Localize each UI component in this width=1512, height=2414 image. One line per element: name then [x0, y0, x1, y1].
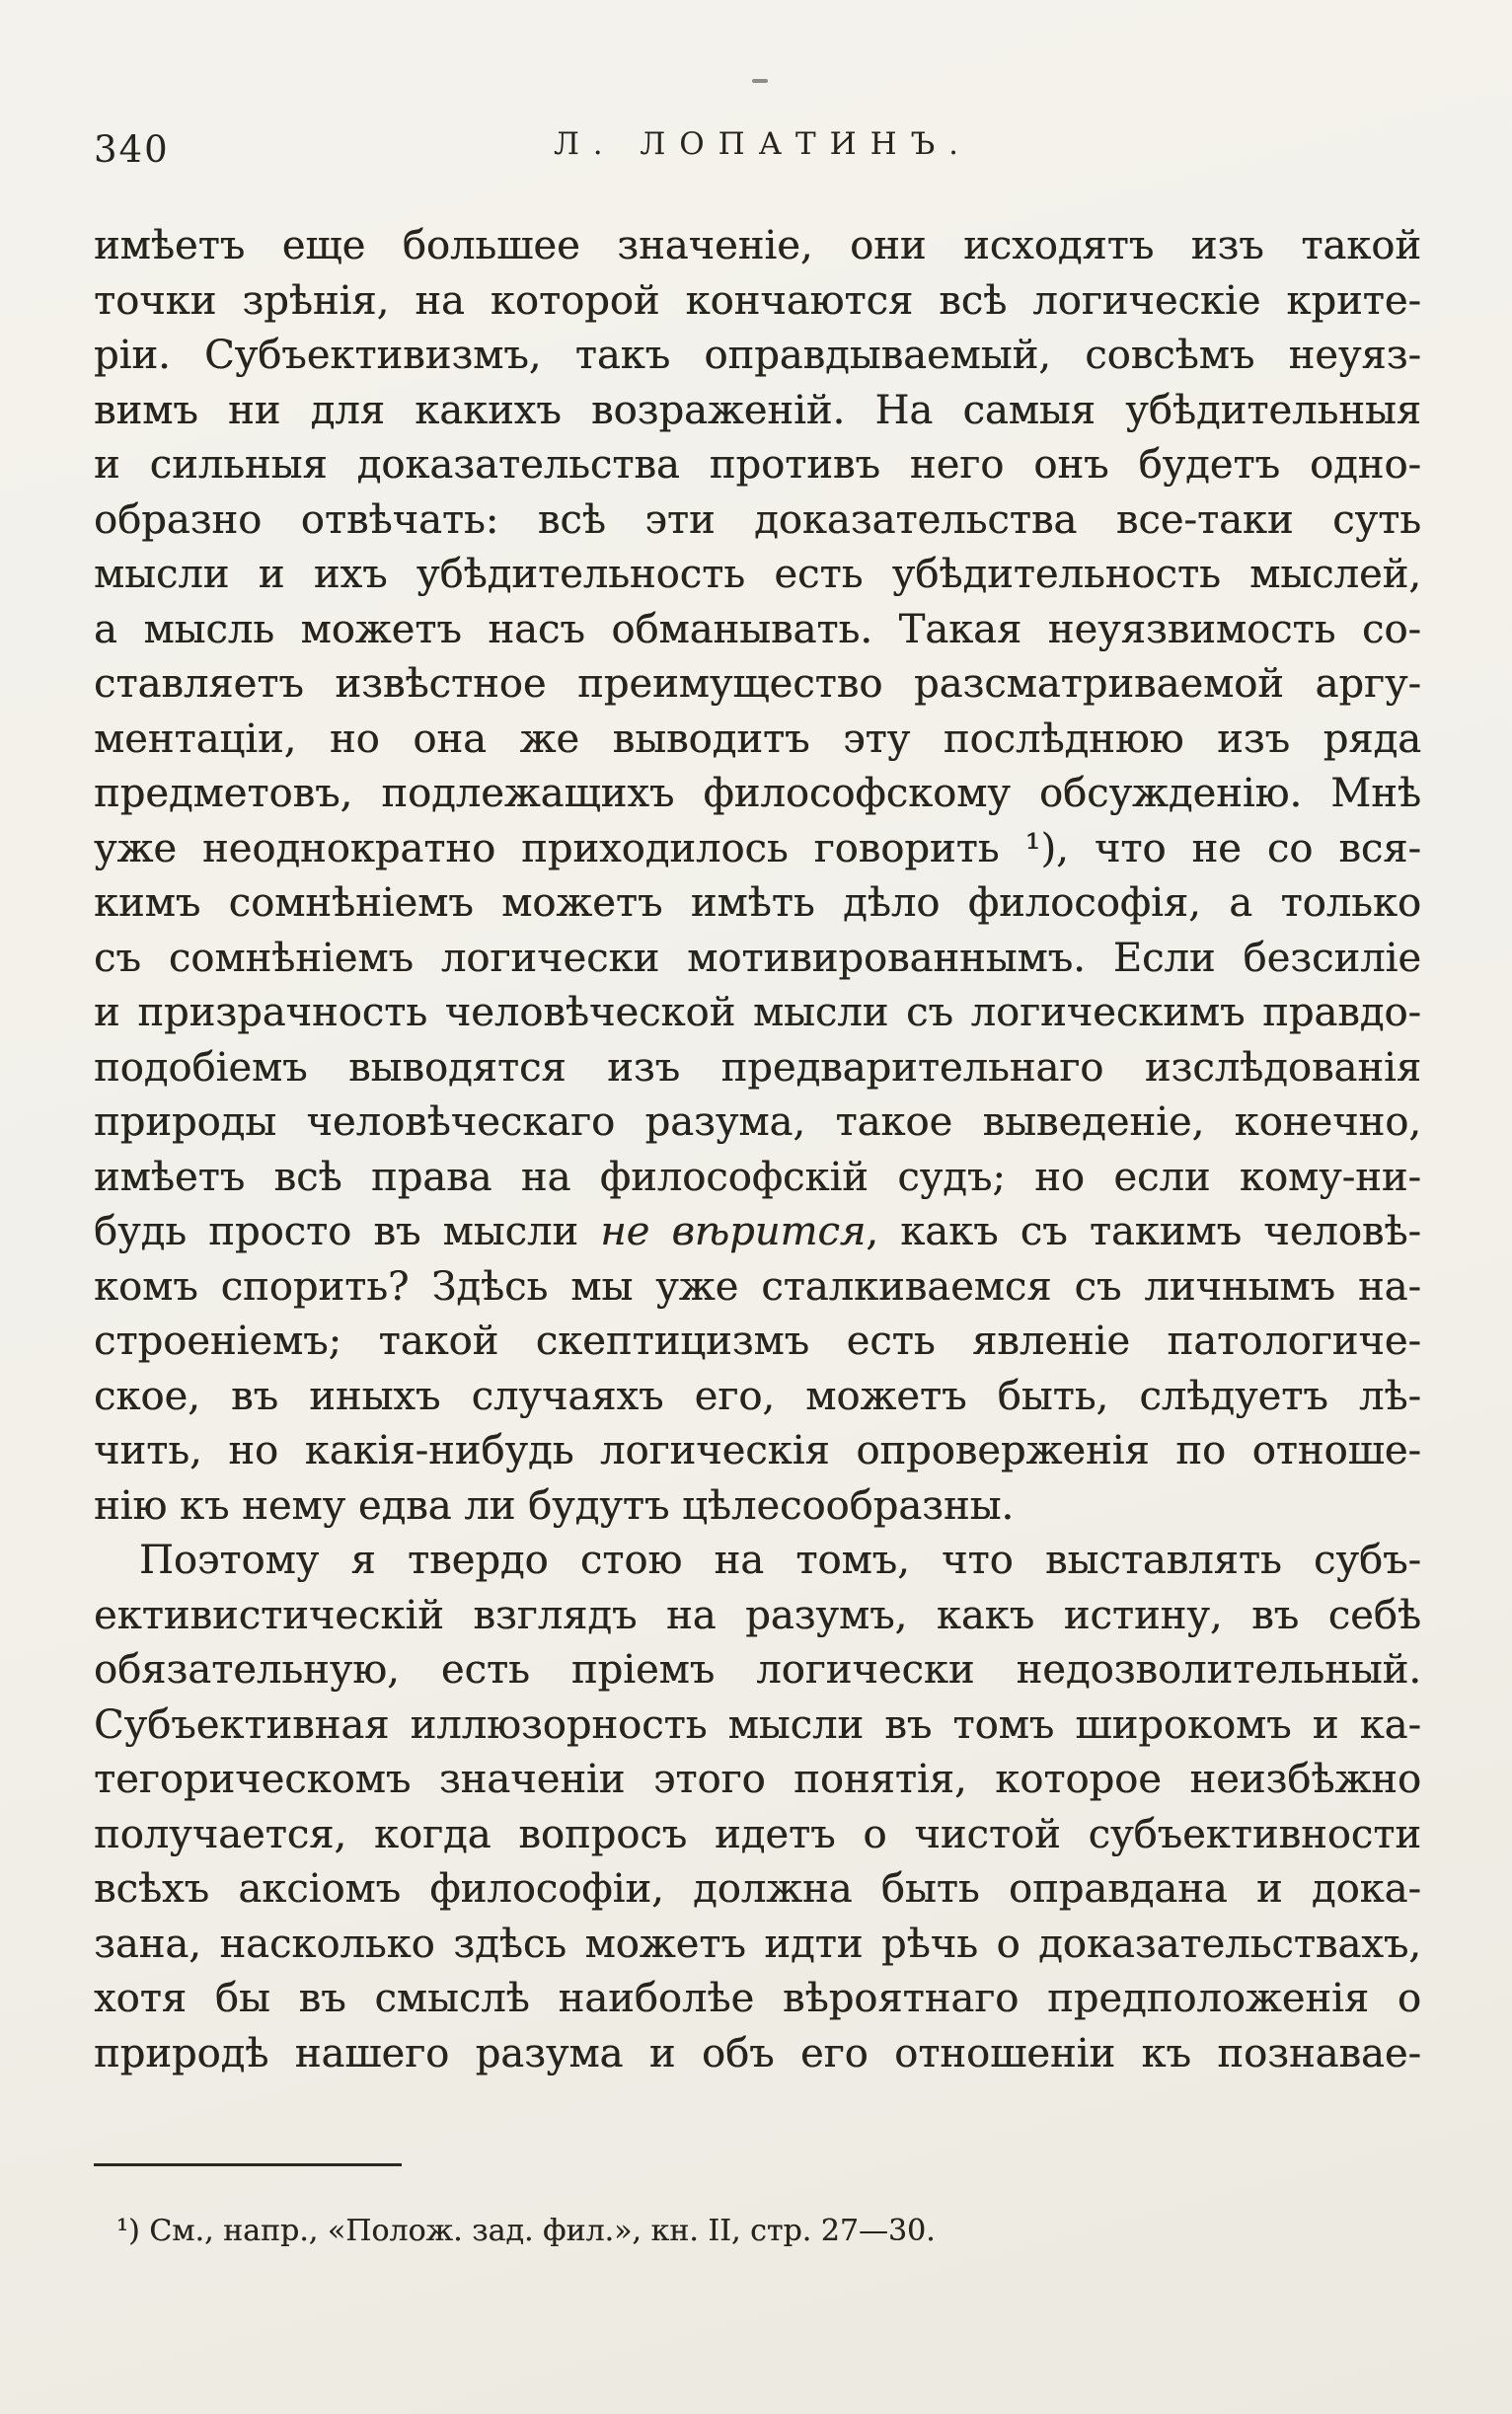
text-segment: вимъ ни для какихъ возраженій. На самыя убѣдительныя — [94, 387, 1421, 433]
text-segment: Поэтому я твердо стою на томъ, что выставлять субъ- — [139, 1538, 1421, 1583]
text-line — [94, 1260, 1421, 1316]
page-number: 340 — [94, 128, 170, 171]
text-line — [94, 1370, 1421, 1425]
text-line — [94, 384, 1421, 439]
text-segment: , какъ съ такимъ человѣ- — [866, 1209, 1422, 1254]
text-segment: съ сомнѣніемъ логически мотивированнымъ. Если безсиліе — [94, 935, 1421, 981]
text-line — [94, 1205, 1421, 1260]
text-segment: уже неоднократно приходилось говорить ¹), что не со вся- — [94, 825, 1421, 871]
text-segment: ставляетъ извѣстное преимущество разсматриваемой аргу- — [94, 661, 1421, 707]
text-segment: и призрачность человѣческой мысли съ логическимъ правдо- — [94, 990, 1421, 1035]
footnote-text: ¹) См., напр., «Полож. зад. фил.», кн. II, стр. 27—30. — [116, 2214, 936, 2248]
text-line — [94, 438, 1421, 493]
body-text — [94, 219, 1421, 2081]
text-segment: строеніемъ; такой скептицизмъ есть явленіе патологиче- — [94, 1319, 1421, 1364]
text-line — [94, 548, 1421, 603]
text-line — [94, 822, 1421, 877]
text-segment: ское, въ иныхъ случаяхъ его, можетъ быть, слѣдуетъ лѣ- — [94, 1373, 1421, 1419]
text-segment: точки зрѣнія, на которой кончаются всѣ логическіе крите- — [94, 277, 1421, 324]
text-line — [94, 876, 1421, 932]
text-segment: чить, но какія-нибудь логическія опроверженія по отноше- — [94, 1428, 1421, 1473]
text-segment: предметовъ, подлежащихъ философскому обсужденію. Мнѣ — [94, 771, 1421, 816]
text-line — [94, 1643, 1421, 1698]
text-line — [94, 986, 1421, 1041]
text-line — [94, 767, 1421, 822]
text-line — [94, 713, 1421, 768]
text-segment: всѣхъ аксіомъ философіи, должна быть оправдана и дока- — [94, 1866, 1421, 1912]
text-line — [94, 1479, 1421, 1535]
text-segment: а мысль можетъ насъ обманывать. Такая неуязвимость со- — [94, 606, 1421, 652]
text-line — [94, 1095, 1421, 1151]
text-segment: будь просто въ мысли — [94, 1209, 601, 1254]
text-line — [94, 1753, 1421, 1808]
text-line — [94, 493, 1421, 549]
text-segment: нію къ нему едва ли будутъ цѣлесообразны. — [94, 1482, 1015, 1529]
text-line — [94, 1315, 1421, 1370]
text-segment: имѣетъ всѣ права на философскій судъ; но если кому-ни- — [94, 1154, 1421, 1200]
text-line — [94, 1862, 1421, 1918]
text-line — [94, 603, 1421, 658]
text-segment: образно отвѣчать: всѣ эти доказательства все-таки суть — [94, 496, 1421, 543]
text-line — [94, 1972, 1421, 2027]
text-segment: имѣетъ еще большее значеніе, они исходятъ изъ такой — [94, 223, 1421, 268]
text-line — [94, 657, 1421, 713]
text-segment: зана, насколько здѣсь можетъ идти рѣчь о доказательствахъ, — [94, 1921, 1421, 1967]
italic-text-segment: не вѣрится — [600, 1209, 867, 1254]
text-segment: кимъ сомнѣніемъ можетъ имѣть дѣло философія, а только — [94, 880, 1421, 926]
text-segment: тегорическомъ значеніи этого понятія, которое неизбѣжно — [94, 1757, 1421, 1802]
text-line — [94, 1698, 1421, 1754]
text-line — [94, 1918, 1421, 1973]
text-segment: ріи. Субъективизмъ, такъ оправдываемый, совсѣмъ неуяз- — [94, 333, 1421, 378]
text-line — [94, 274, 1421, 330]
footnote-separator — [94, 2163, 402, 2166]
text-line — [94, 1151, 1421, 1206]
text-segment: получается, когда вопросъ идетъ о чистой субъективности — [94, 1811, 1421, 1857]
text-segment: хотя бы въ смыслѣ наиболѣе вѣроятнаго предположенія о — [94, 1976, 1421, 2021]
text-line — [94, 219, 1421, 274]
text-segment: ментаціи, но она же выводитъ эту послѣднюю изъ ряда — [94, 716, 1421, 762]
page-header — [0, 126, 1512, 174]
text-line — [94, 932, 1421, 987]
text-segment: ективистическій взглядъ на разумъ, какъ истину, въ себѣ — [94, 1592, 1421, 1638]
text-line — [94, 329, 1421, 384]
text-line — [94, 1041, 1421, 1096]
text-segment: обязательную, есть пріемъ логически недозволительный. — [94, 1647, 1421, 1693]
text-segment: природѣ нашего разума и объ его отношеніи къ познавае- — [94, 2030, 1421, 2076]
text-line — [94, 1808, 1421, 1863]
footnote — [116, 2211, 1421, 2252]
text-segment: комъ спорить? Здѣсь мы уже сталкиваемся съ личнымъ на- — [94, 1263, 1421, 1310]
text-line — [94, 1534, 1421, 1589]
text-segment: и сильныя доказательства противъ него онъ будетъ одно- — [94, 442, 1421, 488]
text-line — [94, 2027, 1421, 2082]
text-line — [94, 1589, 1421, 1644]
text-segment: подобіемъ выводятся изъ предварительнаго изслѣдованія — [94, 1044, 1421, 1091]
scan-artifact-mark — [752, 79, 768, 83]
running-title: Л. ЛОПАТИНЪ. — [553, 126, 972, 162]
text-segment: природы человѣческаго разума, такое выведеніе, конечно, — [94, 1099, 1421, 1145]
text-segment: Субъективная иллюзорность мысли въ томъ широкомъ и ка- — [94, 1701, 1421, 1748]
text-line — [94, 1424, 1421, 1479]
text-segment: мысли и ихъ убѣдительность есть убѣдительность мыслей, — [94, 552, 1421, 597]
